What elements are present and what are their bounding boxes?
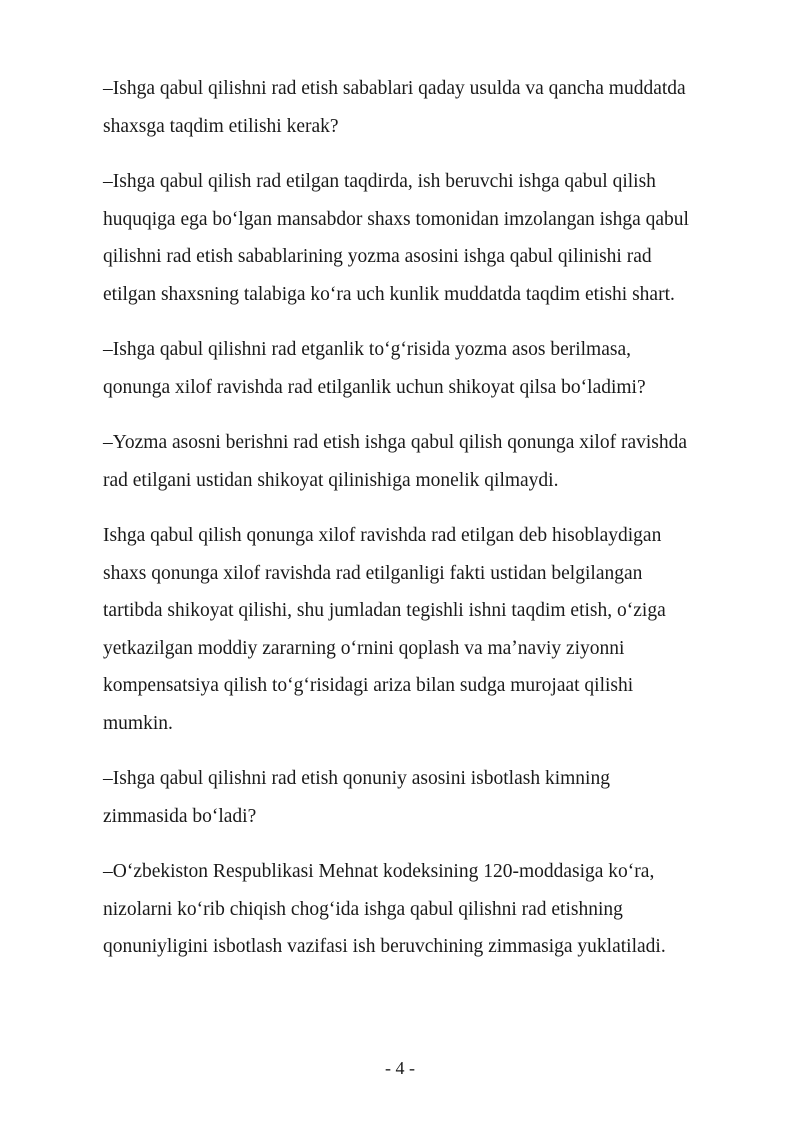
page-number: - 4 - xyxy=(385,1058,415,1078)
body-paragraph: Ishga qabul qilish qonunga xilof ravishda rad etilgan deb hisoblaydigan shaxs qonunga xilof ravishda rad etilganligi fakti ustidan belgilangan tartibda shikoyat qilishi, shu jumladan tegishli ishni taqdim etish, oʻziga yetkazilgan moddiy zararning oʻrnini qoplash va maʼnaviy ziyonni kompensatsiya qilish toʻgʻrisidagi ariza bilan sudga murojaat qilishi mumkin. xyxy=(103,525,666,734)
question-paragraph: –Ishga qabul qilishni rad etish qonuniy asosini isbotlash kimning zimmasida boʻladi? xyxy=(103,768,610,827)
question-paragraph: –Ishga qabul qilishni rad etish sabablari qaday usulda va qancha muddatda shaxsga taqdim etilishi kerak? xyxy=(103,78,686,137)
document-body xyxy=(103,70,763,984)
answer-paragraph: –Oʻzbekiston Respublikasi Mehnat kodeksining 120-moddasiga koʻra, nizolarni koʻrib chiqish chogʻida ishga qabul qilishni rad etishning qonuniyligini isbotlash vazifasi ish beruvchining zimmasiga yuklatiladi. xyxy=(103,861,666,957)
answer-paragraph: –Yozma asosni berishni rad etish ishga qabul qilish qonunga xilof ravishda rad etilgani ustidan shikoyat qilinishiga monelik qilmaydi. xyxy=(103,432,688,491)
question-paragraph: –Ishga qabul qilishni rad etganlik toʻgʻrisida yozma asos berilmasa, qonunga xilof ravishda rad etilganlik uchun shikoyat qilsa boʻladimi? xyxy=(103,339,646,398)
answer-paragraph: –Ishga qabul qilish rad etilgan taqdirda, ish beruvchi ishga qabul qilish huquqiga ega boʻlgan mansabdor shaxs tomonidan imzolangan ishga qabul qilishni rad etish sabablarining yozma asosini ishga qabul qilinishi rad etilgan shaxsning talabiga koʻra uch kunlik muddatda taqdim etishi shart. xyxy=(103,171,689,305)
